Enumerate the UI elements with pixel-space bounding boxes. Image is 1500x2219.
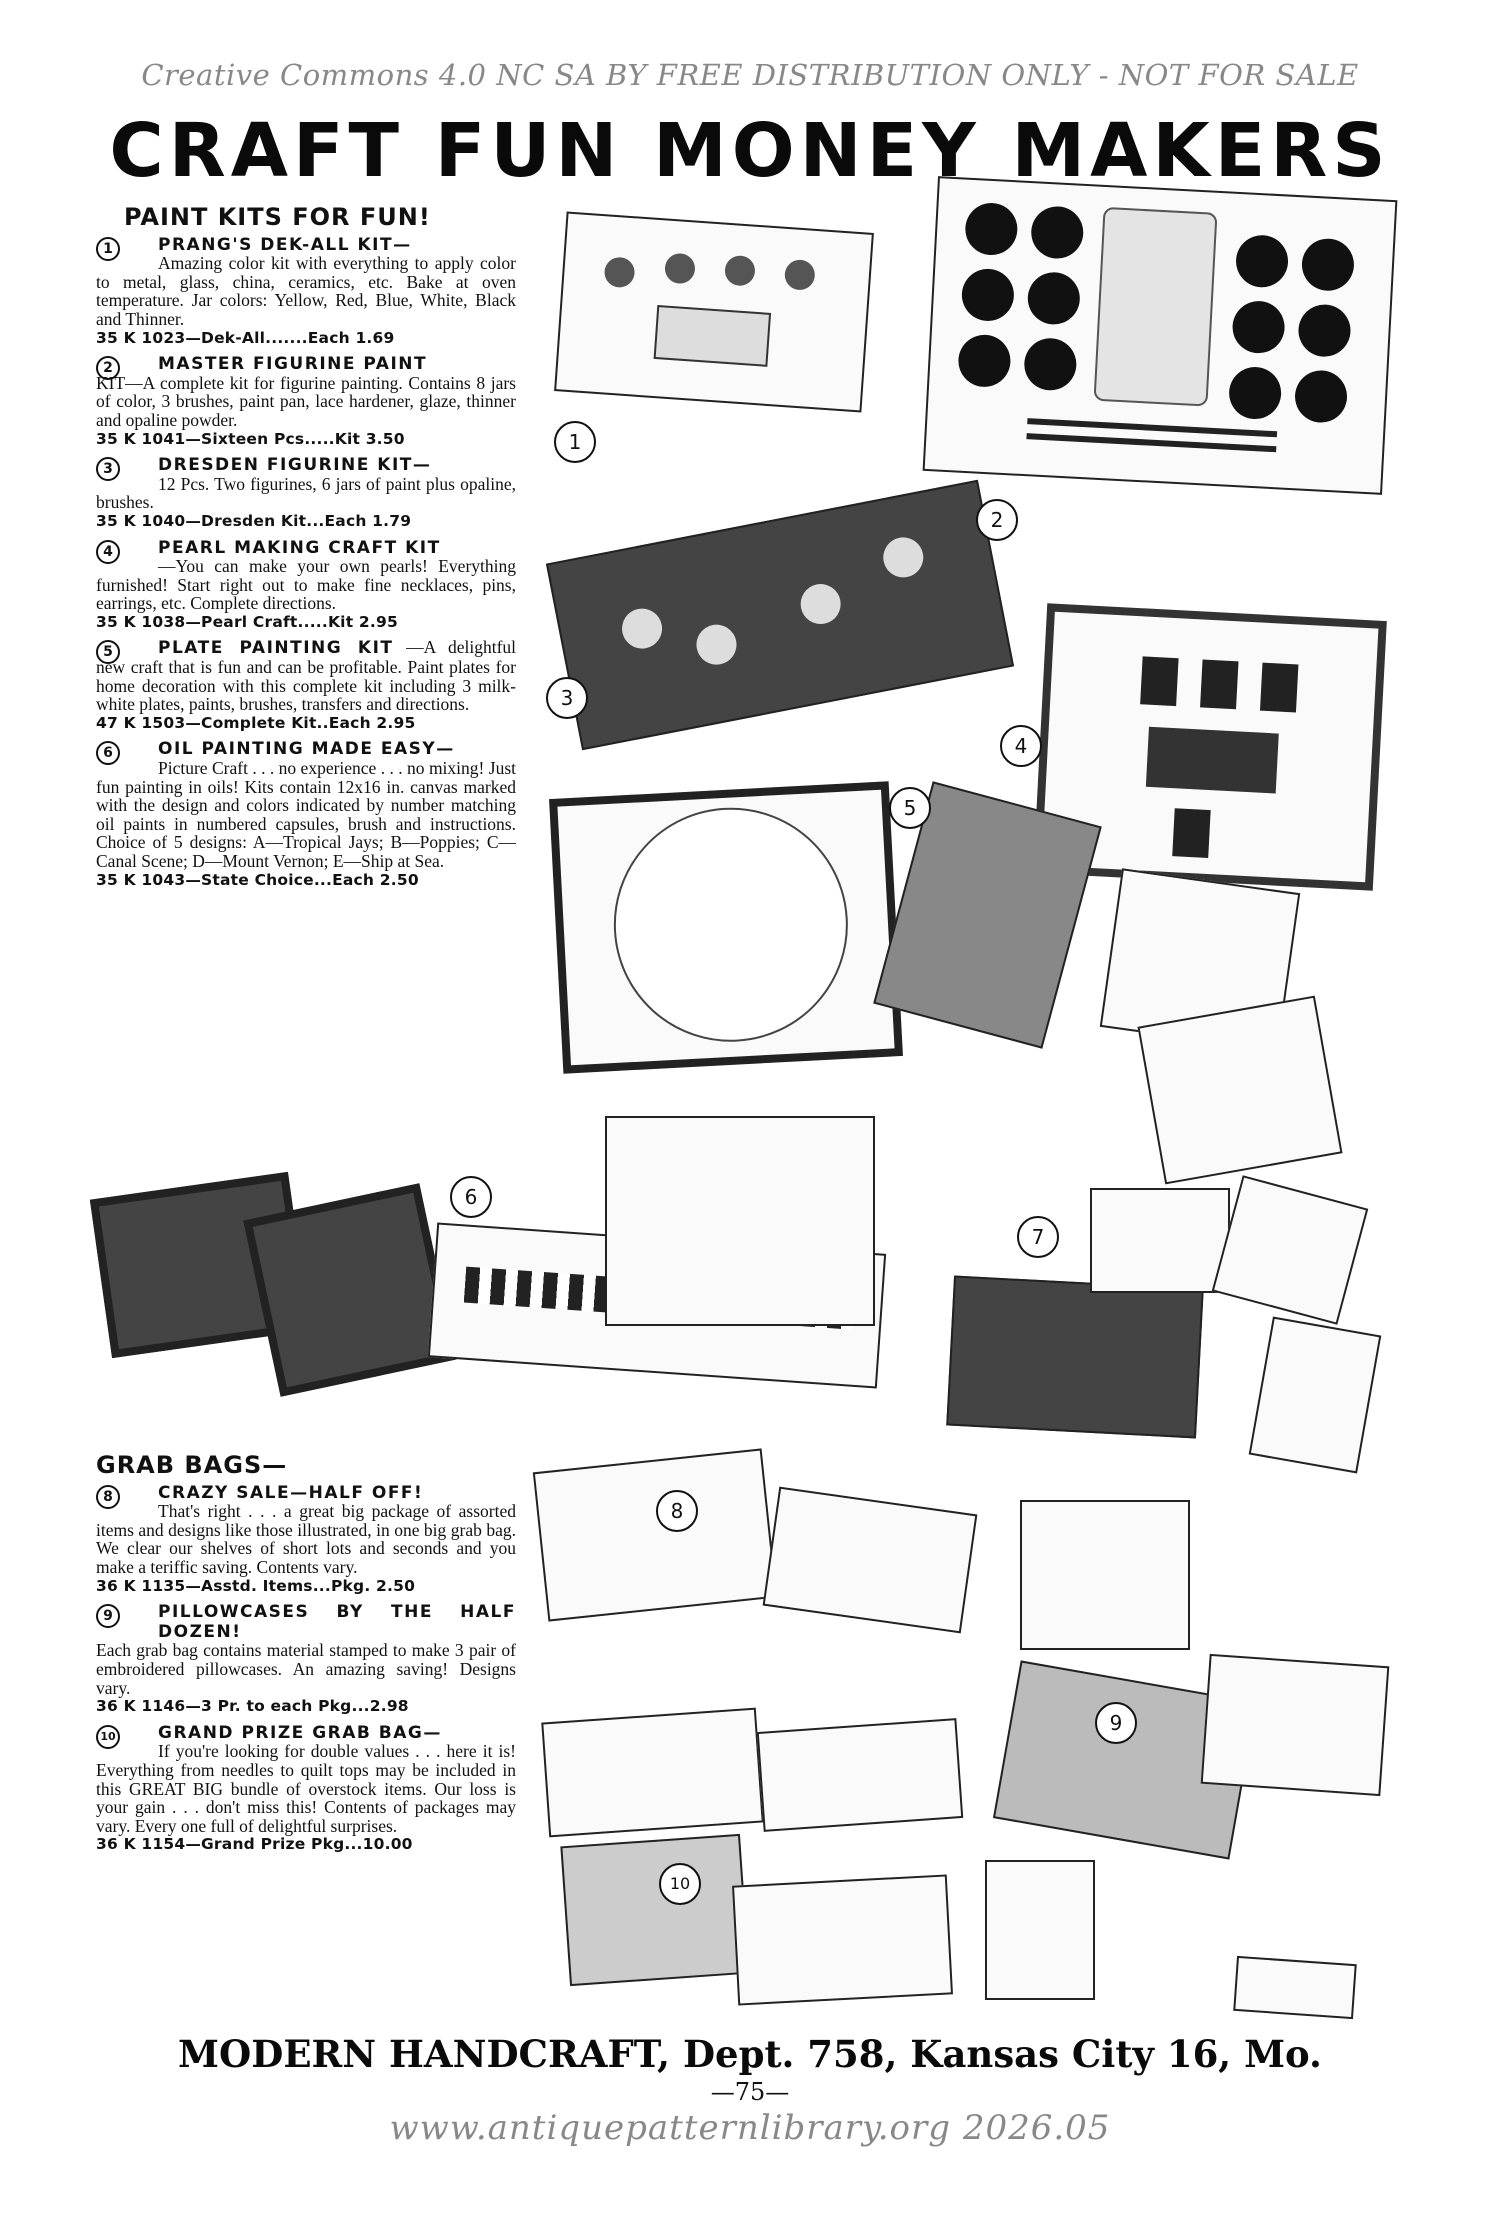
list-item xyxy=(96,638,516,732)
item-number: 2 xyxy=(96,356,120,380)
item-number: 1 xyxy=(96,237,120,261)
item-name: PRANG'S DEK-ALL KIT— xyxy=(158,234,412,255)
list-item xyxy=(96,739,516,889)
product-image-picture-craft-kit xyxy=(946,1276,1204,1439)
list-item xyxy=(96,538,516,632)
order-line: 47 K 1503—Complete Kit..Each 2.95 xyxy=(96,713,416,732)
figure-label: 6 xyxy=(450,1176,492,1218)
list-item xyxy=(96,235,516,348)
item-name: PILLOWCASES BY THE HALF DOZEN! xyxy=(158,1602,516,1642)
figure-label: 5 xyxy=(889,787,931,829)
item-name: OIL PAINTING MADE EASY— xyxy=(158,739,455,760)
product-image-plate-kit xyxy=(549,781,903,1073)
order-line: 35 K 1043—State Choice...Each 2.50 xyxy=(96,870,419,889)
item-description: —You can make your own pearls! Everything furnished! Start right out to make fine necklaces, pins, earrings, etc. Complete directions. xyxy=(96,556,516,614)
figure-label: 4 xyxy=(1000,725,1042,767)
product-image-apron xyxy=(985,1860,1095,2000)
figure-label: 3 xyxy=(546,677,588,719)
list-item xyxy=(96,354,516,448)
figure-label: 8 xyxy=(656,1490,698,1532)
item-description: KIT—A complete kit for figurine painting. Contains 8 jars of color, 3 brushes, paint pan, lace hardener, glaze, thinner and opaline powder. xyxy=(96,372,516,430)
item-number: 6 xyxy=(96,741,120,765)
item-description: Amazing color kit with everything to apply color to metal, glass, china, ceramics, etc. Bake at oven temperature. Jar colors: Yellow, Red, Blue, White, Black and Thinner. xyxy=(96,253,516,329)
order-line: 35 K 1023—Dek-All.......Each 1.69 xyxy=(96,328,395,347)
order-line: 36 K 1146—3 Pr. to each Pkg...2.98 xyxy=(96,1697,409,1716)
product-image-oil-painting-2 xyxy=(243,1183,456,1396)
item-description: That's right . . . a great big package of assorted items and designs like those illustrated, in one big grab bag. We clear our shelves of short lots and seconds and you make a teriffic saving. Contents vary. xyxy=(96,1501,516,1577)
section-heading-paint-kits: PAINT KITS FOR FUN! xyxy=(124,203,431,231)
product-image-dresden-kit xyxy=(546,480,1014,750)
product-image-tablecloth xyxy=(763,1487,978,1634)
footer-address: MODERN HANDCRAFT, Dept. 758, Kansas City 16, Mo. xyxy=(178,2032,1322,2076)
product-image-towel xyxy=(732,1874,953,2005)
item-number: 4 xyxy=(96,540,120,564)
list-item xyxy=(96,455,516,530)
item-description: If you're looking for double values . . . here it is! Everything from needles to quilt tops may be included in this GREAT BIG bundle of overstock items. Our loss is your gain . . . don't miss this! Contents of packages may vary. Every one full of delightful surprises. xyxy=(96,1741,516,1836)
figure-label: 7 xyxy=(1017,1216,1059,1258)
product-image-sample-3 xyxy=(1249,1317,1382,1474)
product-image-grab-bag-8 xyxy=(533,1448,777,1621)
product-image-needle-box xyxy=(1233,1956,1357,2019)
product-image-figurine-paint-kit xyxy=(923,176,1398,495)
item-name: MASTER FIGURINE PAINT xyxy=(158,354,428,375)
product-image-pillowcase-2 xyxy=(757,1718,963,1832)
order-line: 36 K 1135—Asstd. Items...Pkg. 2.50 xyxy=(96,1576,416,1595)
paint-kits-section xyxy=(96,203,517,896)
order-line: 35 K 1041—Sixteen Pcs.....Kit 3.50 xyxy=(96,429,405,448)
section-heading-grab-bags: GRAB BAGS— xyxy=(96,1451,288,1479)
grab-bags-section xyxy=(96,1451,516,1861)
product-image-paint-design-2 xyxy=(1137,996,1342,1185)
item-name: CRAZY SALE—HALF OFF! xyxy=(158,1482,424,1503)
site-watermark: www.antiquepatternlibrary.org 2026.05 xyxy=(389,2108,1111,2148)
license-banner: Creative Commons 4.0 NC SA BY FREE DISTRIBUTION ONLY - NOT FOR SALE xyxy=(141,58,1359,92)
product-image-dek-all-kit xyxy=(554,211,874,412)
product-image-tablecloth-2 xyxy=(1201,1654,1390,1796)
item-description: Each grab bag contains material stamped to make 3 pair of embroidered pillowcases. An amazing saving! Designs vary. xyxy=(96,1640,516,1698)
item-description: Picture Craft . . . no experience . . . no mixing! Just fun painting in oils! Kits contain 12x16 in. canvas marked with the design and colors indicated by number matching oil paints in numbered capsules, brush and instructions. Choice of 5 designs: A—Tropical Jays; B—Poppies; C—Canal Scene; D—Mount Vernon; E—Ship at Sea. xyxy=(96,758,516,871)
product-image-grab-bag-10 xyxy=(560,1834,749,1986)
product-image-pillowcase-1 xyxy=(541,1708,763,1838)
order-line: 35 K 1038—Pearl Craft.....Kit 2.95 xyxy=(96,612,398,631)
item-number: 5 xyxy=(96,640,120,664)
list-item xyxy=(96,1723,516,1854)
figure-label: 1 xyxy=(554,421,596,463)
list-item xyxy=(96,1483,516,1596)
item-name: PEARL MAKING CRAFT KIT xyxy=(158,537,441,558)
product-image-curtains xyxy=(1020,1500,1190,1650)
item-description: —A delightful new craft that is fun and can be profitable. Paint plates for home decoration with this complete kit including 3 milk-white plates, paints, brushes, transfers and directions. xyxy=(96,637,517,715)
figure-label: 10 xyxy=(659,1863,701,1905)
item-name: GRAND PRIZE GRAB BAG— xyxy=(158,1722,442,1743)
item-number: 8 xyxy=(96,1485,120,1509)
item-number: 3 xyxy=(96,457,120,481)
page-title: CRAFT FUN MONEY MAKERS xyxy=(109,108,1391,194)
product-image-canvas xyxy=(605,1116,875,1326)
item-number: 9 xyxy=(96,1604,120,1628)
list-item xyxy=(96,1602,516,1716)
order-line: 36 K 1154—Grand Prize Pkg...10.00 xyxy=(96,1835,413,1854)
figure-label: 9 xyxy=(1095,1702,1137,1744)
figure-label: 2 xyxy=(976,499,1018,541)
item-name: DRESDEN FIGURINE KIT— xyxy=(158,455,432,476)
item-description: 12 Pcs. Two figurines, 6 jars of paint plus opaline, brushes. xyxy=(96,473,516,513)
item-number: 10 xyxy=(96,1725,120,1749)
item-name: PLATE PAINTING KIT xyxy=(158,638,394,659)
product-image-sample-1 xyxy=(1090,1188,1230,1293)
order-line: 35 K 1040—Dresden Kit...Each 1.79 xyxy=(96,511,412,530)
product-image-sample-2 xyxy=(1212,1175,1369,1325)
page-number: —75— xyxy=(710,2078,790,2106)
